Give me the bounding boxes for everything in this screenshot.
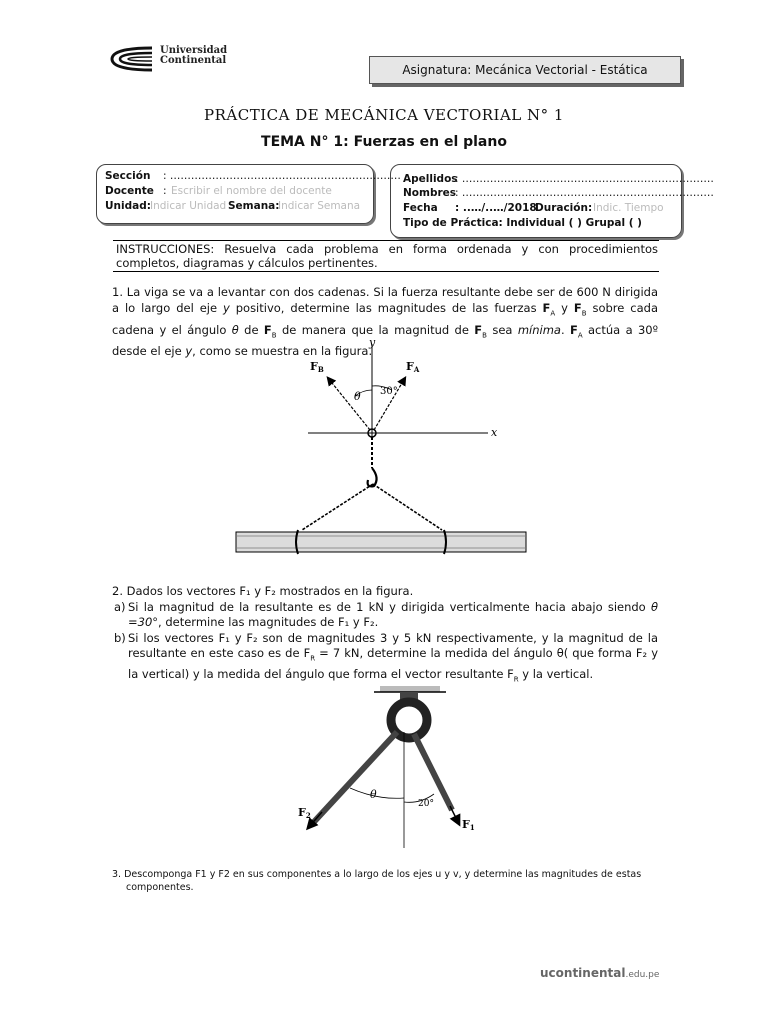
p1-y: y (222, 301, 230, 316)
p2-part-a (112, 600, 658, 631)
p2-b-sub: R (513, 675, 519, 684)
p1-text: , como se muestra en la figura. (192, 344, 373, 359)
p2-b-text: = 7 kN, determine la medida del ángulo θ( que forma F₂ y la vertical) y la medida del ángulo que forma el vector resultante F (128, 646, 658, 681)
page-title: PRÁCTICA DE MECÁNICA VECTORIAL N° 1 (204, 106, 564, 124)
p1-fb: F (474, 322, 483, 337)
figure-2-ring-forces (292, 682, 492, 852)
instructions-rule-top (113, 240, 659, 241)
p1-fb-sub: B (581, 309, 587, 318)
p3-text: 3. Descomponga F1 y F2 en sus componentes a lo largo de los ejes u y v, y determine las magnitudes de estas componentes. (112, 869, 642, 893)
f1-label: F1 (462, 818, 475, 832)
subject-box (369, 56, 681, 84)
p1-y: y (185, 344, 193, 359)
p1-text: de manera que la magnitud de (276, 322, 475, 337)
university-logo (108, 44, 158, 74)
angle-30-label: 30° (380, 386, 398, 397)
seccion-label: Sección (105, 170, 151, 182)
beam (236, 532, 526, 552)
p1-text: de (238, 322, 264, 337)
duracion-field[interactable]: Indic. Tiempo (593, 202, 664, 214)
logo-line1: Universidad (160, 45, 228, 56)
p1-fa: F (569, 322, 578, 337)
nombres-field[interactable]: : ……………………………………………………………… (455, 187, 714, 199)
p1-fb-sub: B (482, 331, 487, 339)
y-axis-label: y (369, 338, 376, 349)
theta-arc (350, 788, 404, 798)
fa-label: FA (406, 360, 420, 374)
page-subtitle: TEMA N° 1: Fuerzas en el plano (261, 134, 507, 150)
docente-field[interactable]: Escribir el nombre del docente (171, 185, 332, 197)
footer-brand-name: ucontinental (540, 966, 626, 980)
p1-text: actúa a 30º desde el eje (112, 322, 659, 359)
fecha-field[interactable]: : ..…/..…/2018 (455, 202, 537, 214)
unidad-label: Unidad: (105, 200, 151, 212)
angle-20-label: 20° (418, 799, 434, 809)
p1-theta: θ (231, 322, 239, 337)
nombres-label: Nombres (403, 187, 457, 199)
p1-text: y (555, 301, 574, 316)
p1-fb: F (263, 322, 272, 337)
p2-b-sub: R (310, 654, 316, 663)
logo-text (160, 46, 227, 66)
theta-label: θ (370, 788, 377, 801)
student-form-right (390, 164, 714, 238)
p1-fa: F (542, 301, 551, 316)
p1-minima: mínima (517, 322, 561, 337)
apellidos-label: Apellidos (403, 173, 458, 185)
force-fb-arrow (328, 378, 370, 430)
student-form-left (96, 164, 401, 224)
p1-text: positivo, determine las magnitudes de las fuerzas (229, 301, 543, 316)
seccion-field[interactable]: : ………………………………………………………… (163, 170, 401, 182)
p2-a-label: a) (114, 599, 126, 614)
footer-brand (540, 966, 659, 980)
footer-domain: .edu.pe (625, 970, 660, 980)
p1-fb-sub: B (271, 331, 277, 339)
cable-f2 (312, 732, 397, 824)
chain-left (302, 484, 373, 530)
apellidos-field[interactable]: : ……………………………………………………………… (455, 173, 714, 185)
chain-right (373, 484, 442, 530)
p2-part-b (112, 631, 658, 688)
p2-a-theta: θ =30° (128, 599, 658, 629)
x-axis-label: x (491, 426, 498, 439)
instructions: INSTRUCCIONES: Resuelva cada problema en forma ordenada y con procedimientos completos, diagramas y cálculos pertinentes. (116, 242, 658, 270)
p2-b-text: Si los vectores F₁ y F₂ son de magnitudes 3 y 5 kN respectivamente, y la magnitud de la resultante en este caso es de F (128, 630, 658, 660)
duracion-label: Duración: (535, 202, 593, 214)
problem-3 (112, 868, 660, 894)
p2-b-label: b) (114, 630, 126, 645)
p1-text: sea (486, 322, 518, 337)
p1-text: . (560, 322, 570, 337)
logo-line2: Continental (160, 55, 227, 66)
p1-fa-sub: A (550, 309, 556, 318)
figure-1-beam-chains (230, 338, 530, 560)
fecha-label: Fecha (403, 202, 438, 214)
instructions-rule-bottom (113, 271, 659, 272)
p2-a-text: , determine las magnitudes de F₁ y F₂. (158, 615, 379, 629)
f2-label: F2 (298, 806, 311, 820)
ceiling (380, 686, 440, 692)
p1-text: 1. La viga se va a levantar con dos cadenas. Si la fuerza resultante debe ser de 600 N dirigida a lo largo del eje (112, 285, 658, 316)
unidad-field[interactable]: Indicar Unidad (150, 200, 227, 212)
theta-label: θ (354, 390, 361, 403)
semana-field[interactable]: Indicar Semana (278, 200, 361, 212)
p2-b-text: y la vertical. (518, 666, 594, 681)
tipo-practica: Tipo de Práctica: Individual ( ) Grupal ( ) (403, 217, 642, 229)
problem-2 (112, 584, 658, 688)
fb-label: FB (310, 360, 324, 374)
docente-label: Docente (105, 185, 154, 197)
p2-intro: 2. Dados los vectores F₁ y F₂ mostrados en la figura. (112, 584, 414, 598)
p1-fb: F (573, 301, 582, 316)
subject-text: Asignatura: Mecánica Vectorial - Estática (402, 63, 648, 77)
p1-fa-sub: A (577, 331, 583, 339)
docente-colon: : (163, 185, 167, 197)
p1-text: sobre cada cadena y el ángulo (112, 301, 658, 337)
p2-a-text: Si la magnitud de la resultante es de 1 kN y dirigida verticalmente hacia abajo siendo (128, 599, 651, 614)
semana-label: Semana: (228, 200, 280, 212)
